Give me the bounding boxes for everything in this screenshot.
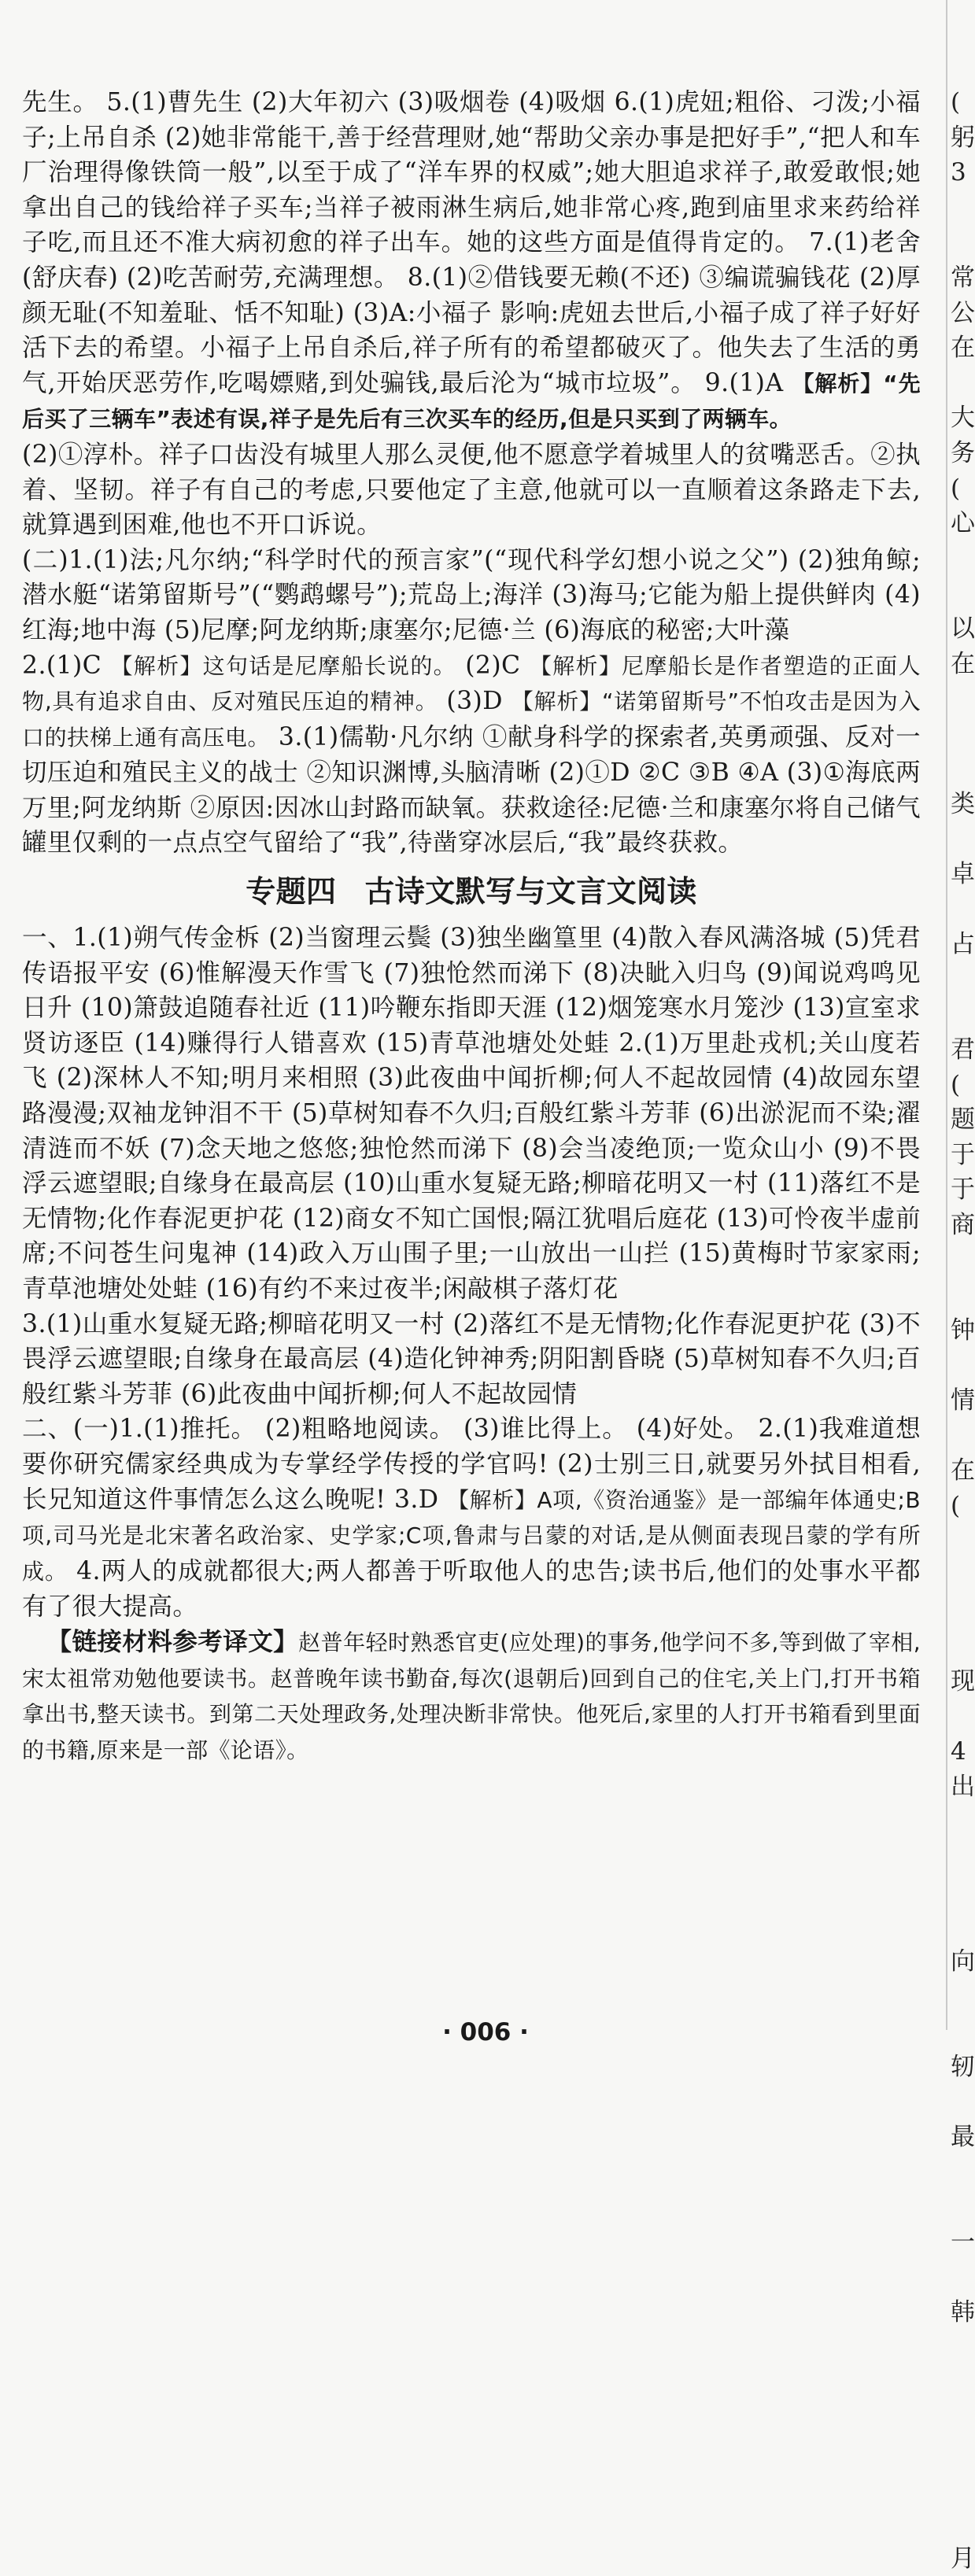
edge-fragment: 出	[951, 1772, 975, 1801]
answer-paragraph	[22, 1307, 921, 1412]
edge-fragment	[951, 2260, 971, 2296]
edge-fragment	[951, 751, 971, 787]
edge-fragment	[951, 225, 971, 260]
analysis-note: 【解析】“诺第留斯号”不怕攻击是因为入口的扶梯上通有高压电。	[22, 688, 921, 751]
edge-fragment	[951, 1804, 971, 1840]
edge-fragment	[951, 2401, 971, 2436]
answer-text: 3.(1)儒勒·凡尔纳 ①献身科学的探索者,英勇顽强、反对一切压迫和殖民主义的战士 ②知识渊博,头脑清晰 (2)①D ②C ③B ④A (3)①海底两万里;阿龙纳斯 ②原因:因冰山封路而缺氧。获救途径:尼德·兰和康塞尔将自己储气罐里仅剩的一点点空气留给了“我”,待凿穿冰层后,“我”最终获救。	[22, 722, 921, 858]
edge-fragment	[951, 1699, 971, 1734]
edge-fragment: 韩	[951, 2298, 975, 2327]
edge-fragment: 钟	[951, 1316, 975, 1345]
answer-paragraph	[22, 921, 921, 1307]
link-material	[22, 1625, 921, 1768]
answer-column	[22, 85, 921, 1768]
link-material-label: 【链接材料参考译文】	[46, 1627, 299, 1656]
edge-fragment: 大	[951, 404, 975, 433]
edge-fragment	[951, 2436, 971, 2471]
edge-fragment	[951, 2331, 971, 2366]
edge-fragment	[951, 1348, 971, 1383]
edge-fragment	[951, 1278, 971, 1313]
edge-fragment: 月	[951, 2544, 975, 2573]
edge-fragment: 商	[951, 1211, 975, 1239]
answer-paragraph	[22, 85, 921, 437]
edge-fragment: 题	[951, 1105, 975, 1135]
edge-fragment	[951, 997, 971, 1032]
edge-fragment: 躬	[951, 123, 975, 152]
edge-fragment	[951, 576, 971, 611]
section-title	[22, 867, 921, 916]
edge-fragment: (	[951, 1491, 961, 1520]
edge-fragment: 于	[951, 1140, 975, 1169]
edge-fragment: 在	[951, 649, 975, 678]
answer-text: 先生。 5.(1)曹先生 (2)大年初六 (3)吸烟卷 (4)吸烟 6.(1)虎妞;粗俗、刁泼;小福子;上吊自杀 (2)她非常能干,善于经营理财,她“帮助父亲办事是把好手”,“把人和车厂治理得像铁筒一般”,以至于成了“洋车界的权威”;她大胆追求祥子,敢爱敢恨;她拿出自己的钱给祥子买车;当祥子被雨淋生病后,她非常心疼,跑到庙里求来药给祥子吃,而且还不准大病初愈的祥子出车。她的这些方面是值得肯定的。 7.(1)老舍(舒庆春) (2)吃苦耐劳,充满理想。 8.(1)②借钱要无赖(不还) ③编谎骗钱花 (2)厚颜无耻(不知羞耻、恬不知耻) (3)A:小福子 影响:虎妞去世后,小福子成了祥子好好活下去的希望。小福子上吊自杀后,祥子所有的希望都破灭了。他失去了生活的勇气,开始厌恶劳作,吃喝嫖赌,到处骗钱,最后沦为“城市垃圾”。 9.(1)A	[22, 88, 921, 397]
edge-fragment	[951, 2155, 971, 2190]
edge-fragment: 向	[951, 1947, 975, 1976]
edge-fragment: 类	[951, 789, 975, 818]
edge-fragment: 心	[951, 509, 975, 538]
answer-paragraph	[22, 437, 921, 543]
edge-fragment	[951, 2190, 971, 2226]
edge-fragment	[951, 2471, 971, 2506]
edge-fragment	[951, 681, 971, 717]
edge-fragment: 君	[951, 1035, 975, 1065]
edge-fragment: 现	[951, 1666, 975, 1696]
edge-fragment: 常	[951, 263, 975, 292]
answer-text: (二)1.(1)法;凡尔纳;“科学时代的预言家”(“现代科学幻想小说之父”) (2)独角鲸;潜水艇“诺第留斯号”(“鹦鹉螺号”);荒岛上;海洋 (3)海马;它能为船上提供鲜肉 (4)红海;地中海 (5)尼摩;阿龙纳斯;康塞尔;尼德·兰 (6)海底的秘密;大叶藻	[22, 545, 921, 644]
edge-fragment	[951, 1980, 971, 2015]
edge-fragment	[951, 2506, 971, 2541]
edge-fragment: 在	[951, 334, 975, 363]
link-material-text: 赵普年轻时熟悉官吏(应处理)的事务,他学问不多,等到做了宰相,宋太祖常劝勉他要读书。赵普晚年读书勤奋,每次(退朝后)回到自己的住宅,关上门,打开书箱拿出书,整天读书。到第二天处理政务,处理决断非常快。他死后,家里的人打开书箱看到里面的书籍,原来是一部《论语》。	[22, 1629, 921, 1763]
edge-fragment	[951, 1559, 971, 1594]
edge-fragment: 情	[951, 1386, 975, 1415]
edge-fragment: 4	[951, 1736, 966, 1766]
answer-text: (2)①淳朴。祥子口齿没有城里人那么灵便,他不愿意学着城里人的贫嘴恶舌。②执着、坚韧。祥子有自己的考虑,只要他定了主意,他就可以一直顺着这条路走下去,就算遇到困难,他也不开口诉说。	[22, 440, 921, 540]
edge-fragment: 一	[951, 2228, 975, 2257]
edge-fragment	[951, 962, 971, 998]
column-divider	[946, 0, 947, 2030]
answer-text: 一、1.(1)朔气传金柝 (2)当窗理云鬓 (3)独坐幽篁里 (4)散入春风满洛城 (5)凭君传语报平安 (6)惟解漫天作雪飞 (7)独怆然而涕下 (8)决眦入归鸟 (9)闻说鸡鸣见日升 (10)箫鼓追随春社近 (11)吟鞭东指即天涯 (12)烟笼寒水月笼沙 (13)宣室求贤访逐臣 (14)赚得行人错喜欢 (15)青草池塘处处蛙 2.(1)万里赴戎机;关山度若飞 (2)深林人不知;明月来相照 (3)此夜曲中闻折柳;何人不起故园情 (4)故园东望路漫漫;双袖龙钟泪不干 (5)草树知春不久归;百般红紫斗芳菲 (6)出淤泥而不染;濯清涟而不妖 (7)念天地之悠悠;独怆然而涕下 (8)会当凌绝顶;一览众山小 (9)不畏浮云遮望眼;自缘身在最高层 (10)山重水复疑无路;柳暗花明又一村 (11)落红不是无情物;化作春泥更护花 (12)商女不知亡国恨;隔江犹唱后庭花 (13)可怜夜半虚前席;不问苍生问鬼神 (14)政入万山围子里;一山放出一山拦 (15)黄梅时节家家雨;青草池塘处处蛙 (16)有约不来过夜半;闲敲棋子落灯花	[22, 924, 921, 1303]
edge-fragment: (	[951, 88, 961, 116]
edge-fragment	[951, 892, 971, 928]
page-number: · 006 ·	[442, 2018, 529, 2046]
edge-fragment: 轫	[951, 2053, 975, 2082]
edge-fragment	[951, 541, 971, 577]
edge-fragment: 在	[951, 1456, 975, 1485]
edge-fragment	[951, 190, 971, 226]
edge-fragment	[951, 717, 971, 752]
edge-fragment	[951, 1840, 971, 1875]
edge-fragment: 占	[951, 930, 975, 959]
edge-fragment	[951, 1523, 971, 1559]
analysis-note: 【解析】“先后买了三辆车”表述有误,祥子是先后有三次买车的经历,但是只买到了两辆车。	[22, 370, 921, 433]
section-number: 专题四	[246, 874, 337, 910]
answer-text: 二、(一)1.(1)推托。 (2)粗略地阅读。 (3)谁比得上。 (4)好处。 2.(1)我难道想要你研究儒家经典成为专掌经学传授的学官吗! (2)士别三日,就要另外拭目相看,长兄知道这件事情怎么这么晚呢! 3.D	[22, 1415, 921, 1514]
answer-text: (2)C	[465, 651, 521, 680]
adjacent-page-edge	[951, 85, 975, 2576]
edge-fragment	[951, 1594, 971, 1629]
edge-fragment: 卓	[951, 860, 975, 889]
analysis-note: 【解析】A项,《资治通鉴》是一部编年体通史;B项,司马光是北宋著名政治家、史学家;C项,鲁肃与吕蒙的对话,是从侧面表现吕蒙的学有所成。	[22, 1486, 921, 1585]
answer-text: 4.两人的成就都很大;两人都善于听取他人的忠告;读书后,他们的处事水平都有了很大提高。	[22, 1556, 921, 1622]
edge-fragment: 务	[951, 438, 975, 467]
answer-text: (3)D	[446, 687, 503, 716]
answer-paragraph	[22, 543, 921, 648]
edge-fragment	[951, 821, 971, 857]
answer-paragraph	[22, 648, 921, 862]
edge-fragment	[951, 1874, 971, 1910]
edge-fragment	[951, 1910, 971, 1945]
edge-fragment: 以	[951, 614, 975, 643]
edge-fragment	[951, 1419, 971, 1454]
edge-fragment: 于	[951, 1175, 975, 1205]
analysis-note: 【解析】尼摩船长是作者塑造的正面人物,具有追求自由、反对殖民压迫的精神。	[22, 652, 921, 715]
edge-fragment	[951, 2085, 971, 2120]
analysis-note: 【解析】这句话是尼摩船长说的。	[110, 652, 456, 679]
edge-fragment	[951, 366, 971, 401]
edge-fragment	[951, 2366, 971, 2401]
edge-fragment: (	[951, 1070, 961, 1099]
edge-fragment: 最	[951, 2123, 975, 2152]
edge-fragment	[951, 1629, 971, 1664]
edge-fragment: 3	[951, 158, 966, 187]
edge-fragment: 公	[951, 298, 975, 327]
edge-fragment	[951, 1243, 971, 1279]
section-name: 古诗文默写与文言文阅读	[364, 874, 697, 910]
answer-text: 3.(1)山重水复疑无路;柳暗花明又一村 (2)落红不是无情物;化作春泥更护花 (3)不畏浮云遮望眼;自缘身在最高层 (4)造化钟神秀;阴阳割昏晓 (5)草树知春不久归;百般红紫斗芳菲 (6)此夜曲中闻折柳;何人不起故园情	[22, 1309, 921, 1408]
answer-paragraph	[22, 1412, 921, 1625]
edge-fragment: (	[951, 474, 961, 503]
answer-text: 2.(1)C	[22, 651, 102, 680]
